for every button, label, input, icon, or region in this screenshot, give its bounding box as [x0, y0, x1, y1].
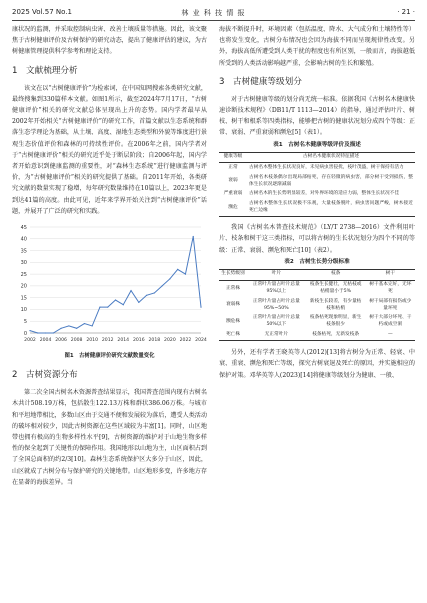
- figure-1: [12, 221, 207, 349]
- data-point: [76, 328, 77, 329]
- table-row: [219, 314, 415, 331]
- table-cell: 树干基本完好，无坏死: [369, 282, 412, 294]
- data-point: [53, 332, 54, 333]
- section-heading: 2 古树资源分布: [12, 370, 78, 381]
- header-rule: [12, 20, 415, 21]
- table-row: [219, 163, 415, 173]
- data-point: [177, 269, 178, 270]
- x-tick-label: 2002: [24, 338, 36, 344]
- data-point: [193, 236, 194, 237]
- table-cell: 正常叶片量占叶片总量50%以下: [252, 315, 300, 328]
- table-cell: 濒危株: [225, 318, 241, 324]
- x-tick-label: 2004: [39, 338, 52, 344]
- y-tick-label: 20: [20, 283, 27, 290]
- right-column: [219, 24, 415, 381]
- table-row: [219, 297, 415, 314]
- journal-volume: 2025 Vol.57 No.1: [12, 8, 72, 16]
- paragraph: 康状况的监测，并采取控制病虫害、改善土壤质量等措施。因此，该文聚焦于古树健康评价及古树保护的研究动态，提出了健康评估的建议，为古树健康管理提供科学参考和理论支持。: [12, 26, 207, 56]
- y-tick-label: 35: [20, 248, 27, 255]
- data-point: [146, 295, 147, 296]
- table-cell: 正常: [228, 164, 238, 170]
- series-line: [30, 236, 201, 333]
- table-cell: 古树名木的生长势明显较差，对外界环境的适应力弱，整体生长状况不佳: [249, 191, 400, 197]
- y-tick-label: 45: [20, 224, 27, 231]
- data-point: [68, 325, 69, 326]
- paragraph: 该文在以“古树健康评价”为检索词，在中国知网搜索各类研究文献，最终搜集到330篇样本文献。如图1所示，截至2024年7月17日，“古树健康评价”相关的研究文献总体呈现出上升的态势。国内学者最早从2002年开始相关“古树健康评价”的研究工作，首篇文献以生态系统和群落生态学理论为基础，从土壤、高度、湿地生态类型和外貌等维度进行景观生态价值评价和森林的可持续性评价。在2006年之前，国内学者对于“古树健康评价”相关的研究近乎处于断层阶段；自2006年起，国内学者开始意识到健康监测的重要性，对“森林生态系统”进行健康监测与评价，为“古树健康评价”相关的研究提供了基础。自2011年开始，各类研究文献的数量实现了稳增，每年研究数量维持在10篇以上，2023年更是到达41篇的高度。由此可见，近年来学界开始关注到“古树健康评价”话题，并展开了广泛的研究和实践。: [12, 84, 207, 215]
- paragraph: 另外，还有学者王晓英等人(2012)[13]将古树分为正常、轻衰、中衰、重衰、濒危和死亡等级，探究古树衰退及死亡的原因，并实施相应的保护对策。邓华英等人(2023)[14]将健康等级划分为健康、一般、: [219, 349, 415, 379]
- table-cell: 濒危: [219, 200, 247, 217]
- paragraph: 我国《古树名木普查技术规范》（LY/T 2738—2016）文件利用叶片、枝条和树干这三类指标，可以将古树的生长状况划分为四个不同的等级：正常、衰弱、濒危和死亡[10]（表2）。: [219, 224, 415, 254]
- data-point: [37, 332, 38, 333]
- table-cell: 枝条枯死现象明显，新生枝条很少: [309, 315, 362, 328]
- table-cell: 枝条枯死，无新发枝条: [306, 330, 366, 340]
- data-point: [29, 330, 30, 331]
- table-cell: 正常株: [225, 285, 241, 291]
- table-caption: 表1 古树名木健康等级评价及描述: [273, 141, 361, 148]
- table-header-cell: 健康等级: [219, 152, 247, 163]
- data-point: [99, 307, 100, 308]
- x-tick-label: 2010: [86, 338, 99, 344]
- data-point: [45, 332, 46, 333]
- table-cell: 古树名木整体生长状况极不乐观，大量枝条脱叶，病虫害问题严峻，树木接近死亡边缘: [247, 200, 415, 217]
- data-point: [185, 274, 186, 275]
- growth-vigor-table: [219, 269, 415, 341]
- table-cell: 古树名木枝条偶尔出现局部枯死，存在轻微的病虫害，部分树干受到损伤，整体生长状况逐渐减弱: [249, 174, 413, 187]
- section-heading: 3 古树健康等级划分: [219, 76, 302, 87]
- data-point: [130, 290, 131, 291]
- journal-title: 林 业 科 技 情 报: [181, 9, 246, 17]
- x-tick-label: 2008: [70, 338, 83, 344]
- x-tick-label: 2018: [148, 338, 161, 344]
- x-tick-label: 2024: [195, 338, 207, 344]
- data-point: [154, 292, 155, 293]
- y-tick-label: 30: [20, 260, 27, 267]
- table-cell: 枝条生长健壮，无枯枝或枯梢量小于5%: [309, 282, 362, 294]
- data-point: [60, 328, 61, 329]
- table-header-cell: 叶片: [247, 269, 306, 280]
- table-cell: —: [366, 330, 415, 340]
- table-cell: 正常叶片量占叶片总量95%以上: [252, 282, 300, 294]
- table-row: [219, 330, 415, 340]
- paragraph: 第二次全国古树名木资源普查结果显示，我国普查范围内现有古树名木共计508.19万株，包括散生122.13万株和群状386.06万株。与城市和平坦地带相比，多数山区由于交通不便和发展较为落后，遭受人类活动的破坏相对较少，因此古树资源在这些区域较为丰富[1]。同时，山区地带也拥有极高的生物多样性水平[9]，古树资源的维护对于山地生物多样性的保全起到了关键性的保障作用。我国地形以山地为主，山区面积占到了全国总面积的约2/3[10]。森林生态系统保护区大多分于山区，因此，山区就成了古树分布与保护研究的关键地带。山区地形多变，许多地方存在显著的海拔差异。当: [12, 389, 207, 486]
- table-cell: 死亡株: [219, 330, 247, 340]
- table-cell: 古树名木整体生长状况良好，未见病虫害侵扰，枝叶茂盛，树干保持有活力: [249, 164, 404, 170]
- x-tick-label: 2006: [55, 338, 67, 344]
- section-heading: 1 文献梳理分析: [12, 65, 78, 76]
- y-tick-label: 5: [23, 319, 27, 326]
- table-row: [219, 190, 415, 200]
- figure-caption: 图1 古树健康评价研究文献数量变化: [64, 353, 155, 360]
- data-point: [138, 302, 139, 303]
- table-header-cell: 树干: [366, 269, 415, 280]
- table-header-cell: 生长势级别: [219, 269, 247, 280]
- table-caption: 表2 古树生长势分级标准: [284, 258, 350, 265]
- table-row: [219, 173, 415, 190]
- y-tick-label: 40: [20, 236, 27, 243]
- data-point: [162, 285, 163, 286]
- table-cell: 衰弱株: [225, 302, 241, 308]
- y-tick-label: 15: [20, 295, 27, 302]
- data-point: [123, 304, 124, 305]
- x-tick-label: 2020: [164, 338, 176, 344]
- table-cell: 新枝生长较差，有少量枯枝和枯梢: [309, 298, 362, 311]
- page-number: · 21 ·: [397, 8, 415, 16]
- table-header-cell: 古树名木健康状况特征描述: [247, 152, 415, 163]
- table-cell: 树干大部分坏死、干朽或成空洞: [369, 315, 412, 328]
- data-point: [115, 299, 116, 300]
- data-point: [107, 307, 108, 308]
- data-point: [200, 307, 201, 308]
- y-tick-label: 0: [23, 330, 27, 337]
- table-row: [219, 280, 415, 297]
- paragraph: 对于古树健康等级的划分尚无统一标准。依据我国《古树名木健康快速诊断技术规程》（DB11/T 1113—2014）的指导，通过评估叶片、树枝、树干和根系等四类指标，能够把古树的健康状况划分成四个等级：正常、衰弱、严重衰弱和濒危[5]（表1）。: [219, 95, 415, 137]
- line-chart: [12, 221, 207, 349]
- data-point: [92, 325, 93, 326]
- health-grade-table: [219, 152, 415, 218]
- table-row: [219, 200, 415, 217]
- table-cell: 衰弱: [228, 178, 238, 184]
- table-cell: 树干局部有损伤或少量坏死: [369, 298, 412, 311]
- table-header-cell: 枝条: [306, 269, 366, 280]
- y-tick-label: 25: [20, 271, 27, 278]
- x-tick-label: 2014: [117, 338, 130, 344]
- x-tick-label: 2022: [179, 338, 192, 344]
- x-tick-label: 2016: [132, 338, 145, 344]
- table-cell: 无正常叶片: [247, 330, 306, 340]
- left-column: [12, 24, 207, 488]
- paragraph: 海拔不断提升时，环境因素（包括温度、降水、大气成分和土壤特性等）也将发生变化，古树分布情况也会因为海拔不同而呈现规律性改变。另外，海拔高低所遭受到人类干扰的程度也有所区别，一般而言，海拔越低所受到的人类活动影响越严重，会影响古树的生长和繁殖。: [219, 26, 415, 67]
- data-point: [84, 323, 85, 324]
- data-point: [169, 278, 170, 279]
- table-cell: 严重衰弱: [223, 191, 243, 197]
- y-tick-label: 10: [20, 307, 27, 314]
- table-cell: 正常叶片量占叶片总量95%~50%: [252, 298, 300, 311]
- x-tick-label: 2012: [101, 338, 114, 344]
